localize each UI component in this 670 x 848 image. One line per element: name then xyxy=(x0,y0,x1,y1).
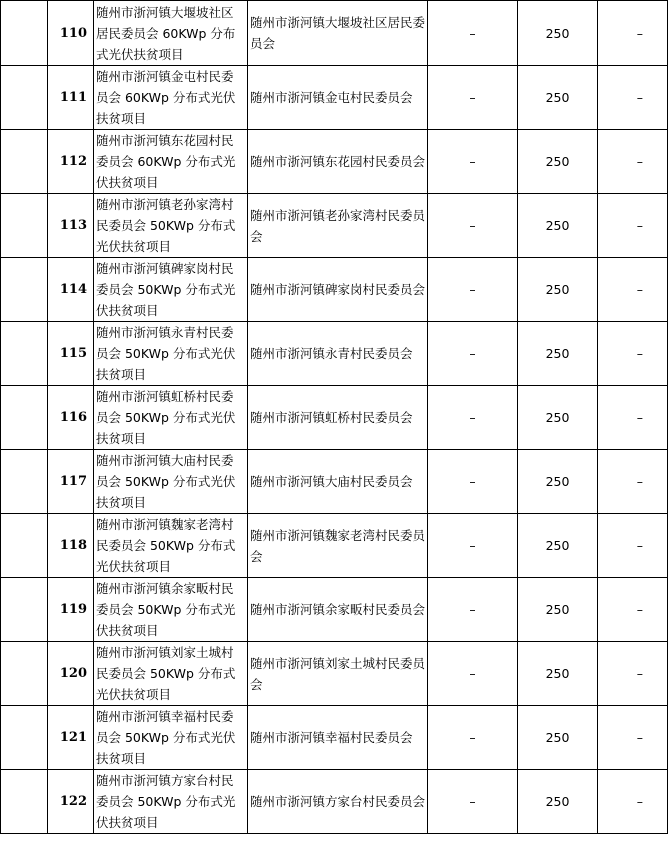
dash-cell: – xyxy=(428,450,518,514)
table-row xyxy=(1,66,668,130)
dash-cell: – xyxy=(598,1,668,66)
unit-name: 随州市浙河镇东花园村民委员会 xyxy=(248,130,428,194)
dash-cell: – xyxy=(598,386,668,450)
row-number: 112 xyxy=(48,130,94,194)
table-row xyxy=(1,450,668,514)
unit-name: 随州市浙河镇大庙村民委员会 xyxy=(248,450,428,514)
unit-name: 随州市浙河镇刘家土城村民委员会 xyxy=(248,642,428,706)
dash-cell: – xyxy=(598,642,668,706)
dash-cell: – xyxy=(598,578,668,642)
table-row xyxy=(1,770,668,834)
row-number: 120 xyxy=(48,642,94,706)
dash-cell: – xyxy=(428,194,518,258)
table-row xyxy=(1,130,668,194)
dash-cell: – xyxy=(598,194,668,258)
dash-cell: – xyxy=(428,578,518,642)
blank-cell xyxy=(1,706,48,770)
project-name: 随州市浙河镇碑家岗村民委员会 50KWp 分布式光伏扶贫项目 xyxy=(94,258,248,322)
unit-name: 随州市浙河镇大堰坡社区居民委员会 xyxy=(248,1,428,66)
project-name: 随州市浙河镇幸福村民委员会 50KWp 分布式光伏扶贫项目 xyxy=(94,706,248,770)
unit-name: 随州市浙河镇魏家老湾村民委员会 xyxy=(248,514,428,578)
dash-cell: – xyxy=(428,66,518,130)
blank-cell xyxy=(1,322,48,386)
blank-cell xyxy=(1,514,48,578)
project-name: 随州市浙河镇大庙村民委员会 50KWp 分布式光伏扶贫项目 xyxy=(94,450,248,514)
row-number: 116 xyxy=(48,386,94,450)
blank-cell xyxy=(1,642,48,706)
row-number: 115 xyxy=(48,322,94,386)
blank-cell xyxy=(1,194,48,258)
dash-cell: – xyxy=(598,770,668,834)
dash-cell: – xyxy=(428,514,518,578)
table-row xyxy=(1,1,668,66)
amount-cell: 250 xyxy=(518,642,598,706)
unit-name: 随州市浙河镇幸福村民委员会 xyxy=(248,706,428,770)
table-row xyxy=(1,642,668,706)
dash-cell: – xyxy=(428,258,518,322)
unit-name: 随州市浙河镇老孙家湾村民委员会 xyxy=(248,194,428,258)
blank-cell xyxy=(1,770,48,834)
dash-cell: – xyxy=(598,130,668,194)
amount-cell: 250 xyxy=(518,450,598,514)
amount-cell: 250 xyxy=(518,386,598,450)
blank-cell xyxy=(1,386,48,450)
table-row xyxy=(1,386,668,450)
blank-cell xyxy=(1,578,48,642)
amount-cell: 250 xyxy=(518,194,598,258)
dash-cell: – xyxy=(428,642,518,706)
table-row xyxy=(1,514,668,578)
amount-cell: 250 xyxy=(518,322,598,386)
unit-name: 随州市浙河镇余家畈村民委员会 xyxy=(248,578,428,642)
project-name: 随州市浙河镇金屯村民委员会 60KWp 分布式光伏扶贫项目 xyxy=(94,66,248,130)
dash-cell: – xyxy=(428,130,518,194)
dash-cell: – xyxy=(598,258,668,322)
unit-name: 随州市浙河镇碑家岗村民委员会 xyxy=(248,258,428,322)
dash-cell: – xyxy=(428,322,518,386)
project-name: 随州市浙河镇老孙家湾村民委员会 50KWp 分布式光伏扶贫项目 xyxy=(94,194,248,258)
unit-name: 随州市浙河镇方家台村民委员会 xyxy=(248,770,428,834)
amount-cell: 250 xyxy=(518,578,598,642)
project-name: 随州市浙河镇大堰坡社区居民委员会 60KWp 分布式光伏扶贫项目 xyxy=(94,1,248,66)
amount-cell: 250 xyxy=(518,706,598,770)
project-name: 随州市浙河镇东花园村民委员会 60KWp 分布式光伏扶贫项目 xyxy=(94,130,248,194)
row-number: 114 xyxy=(48,258,94,322)
amount-cell: 250 xyxy=(518,258,598,322)
row-number: 113 xyxy=(48,194,94,258)
blank-cell xyxy=(1,130,48,194)
dash-cell: – xyxy=(598,450,668,514)
unit-name: 随州市浙河镇永青村民委员会 xyxy=(248,322,428,386)
project-name: 随州市浙河镇刘家土城村民委员会 50KWp 分布式光伏扶贫项目 xyxy=(94,642,248,706)
dash-cell: – xyxy=(428,706,518,770)
dash-cell: – xyxy=(428,770,518,834)
project-name: 随州市浙河镇魏家老湾村民委员会 50KWp 分布式光伏扶贫项目 xyxy=(94,514,248,578)
project-name: 随州市浙河镇虹桥村民委员会 50KWp 分布式光伏扶贫项目 xyxy=(94,386,248,450)
blank-cell xyxy=(1,1,48,66)
unit-name: 随州市浙河镇金屯村民委员会 xyxy=(248,66,428,130)
row-number: 117 xyxy=(48,450,94,514)
dash-cell: – xyxy=(428,1,518,66)
dash-cell: – xyxy=(598,322,668,386)
unit-name: 随州市浙河镇虹桥村民委员会 xyxy=(248,386,428,450)
table-row xyxy=(1,578,668,642)
table-row xyxy=(1,258,668,322)
dash-cell: – xyxy=(428,386,518,450)
amount-cell: 250 xyxy=(518,514,598,578)
row-number: 111 xyxy=(48,66,94,130)
blank-cell xyxy=(1,450,48,514)
row-number: 121 xyxy=(48,706,94,770)
project-name: 随州市浙河镇余家畈村民委员会 50KWp 分布式光伏扶贫项目 xyxy=(94,578,248,642)
project-name: 随州市浙河镇方家台村民委员会 50KWp 分布式光伏扶贫项目 xyxy=(94,770,248,834)
dash-cell: – xyxy=(598,706,668,770)
amount-cell: 250 xyxy=(518,66,598,130)
table-row xyxy=(1,322,668,386)
row-number: 122 xyxy=(48,770,94,834)
amount-cell: 250 xyxy=(518,770,598,834)
table-row xyxy=(1,706,668,770)
project-name: 随州市浙河镇永青村民委员会 50KWp 分布式光伏扶贫项目 xyxy=(94,322,248,386)
dash-cell: – xyxy=(598,66,668,130)
blank-cell xyxy=(1,258,48,322)
amount-cell: 250 xyxy=(518,1,598,66)
table-row xyxy=(1,194,668,258)
dash-cell: – xyxy=(598,514,668,578)
amount-cell: 250 xyxy=(518,130,598,194)
row-number: 118 xyxy=(48,514,94,578)
row-number: 110 xyxy=(48,1,94,66)
blank-cell xyxy=(1,66,48,130)
row-number: 119 xyxy=(48,578,94,642)
